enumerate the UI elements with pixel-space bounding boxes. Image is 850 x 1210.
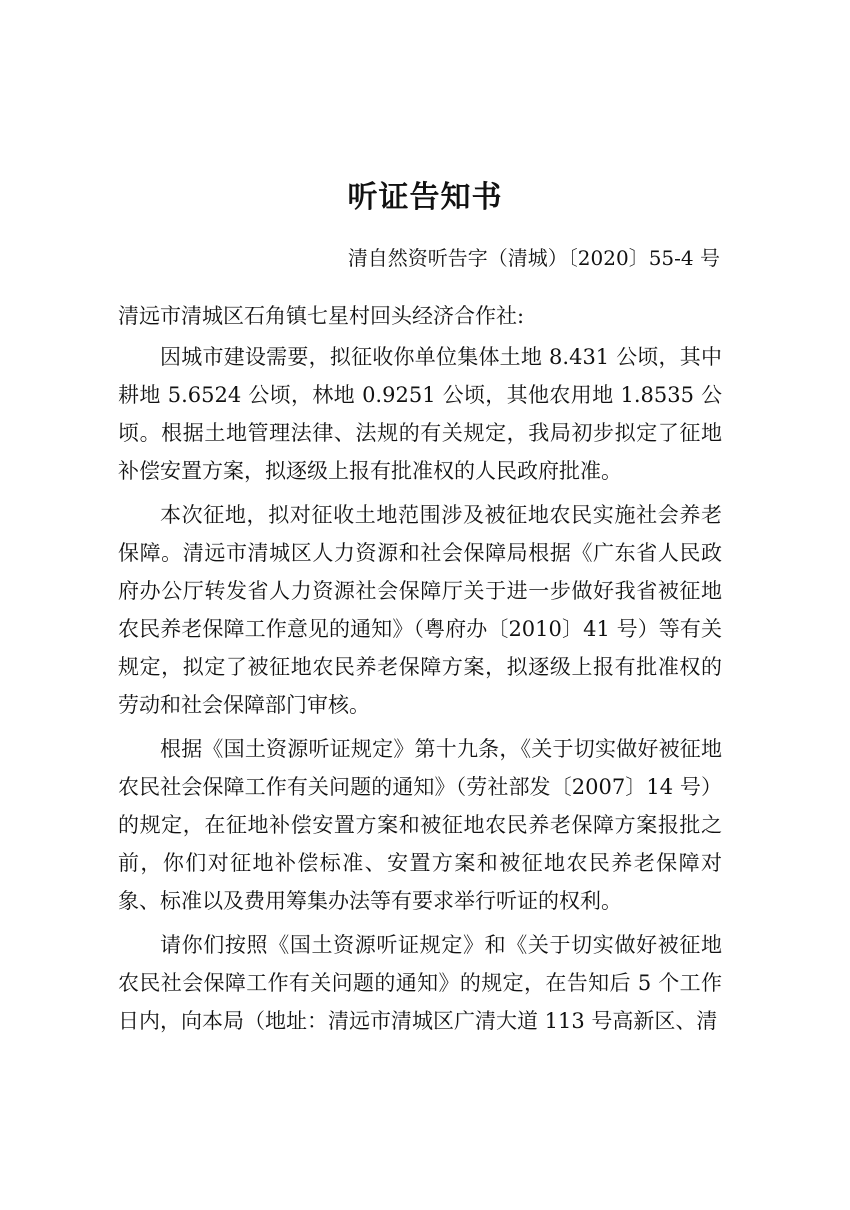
- paragraph-pension-security: 本次征地，拟对征收土地范围涉及被征地农民实施社会养老保障。清远市清城区人力资源和社会保障局根据《广东省人民政府办公厅转发省人力资源社会保障厅关于进一步做好我省被征地农民养老保障工作意见的通知》（粤府办〔2010〕41 号）等有关规定，拟定了被征地农民养老保障方案，拟逐级上报有批准权的劳动和社会保障部门审核。: [118, 503, 722, 717]
- paragraph-hearing-right: 根据《国土资源听证规定》第十九条，《关于切实做好被征地农民社会保障工作有关问题的通知》（劳社部发〔2007〕14 号）的规定，在征地补偿安置方案和被征地农民养老保障方案报批之前，你们对征地补偿标准、安置方案和被征地农民养老保障对象、标准以及费用筹集办法等有要求举行听证的权利。: [118, 737, 722, 913]
- document-body: [118, 338, 722, 1040]
- document-number: 清自然资听告字（清城）〔2020〕55-4 号: [347, 246, 720, 270]
- paragraph-land-acquisition: 因城市建设需要，拟征收你单位集体土地 8.431 公顷，其中耕地 5.6524 公顷，林地 0.9251 公顷，其他农用地 1.8535 公顷。根据土地管理法律、法规的有关规定，我局初步拟定了征地补偿安置方案，拟逐级上报有批准权的人民政府批准。: [118, 345, 722, 483]
- paragraph-hearing-request: 请你们按照《国土资源听证规定》和《关于切实做好被征地农民社会保障工作有关问题的通知》的规定，在告知后 5 个工作日内，向本局（地址：清远市清城区广清大道 113 号高新区、清: [118, 933, 722, 1033]
- recipient-line: 清远市清城区石角镇七星村回头经济合作社:: [118, 304, 525, 328]
- document-title: 听证告知书: [347, 180, 503, 215]
